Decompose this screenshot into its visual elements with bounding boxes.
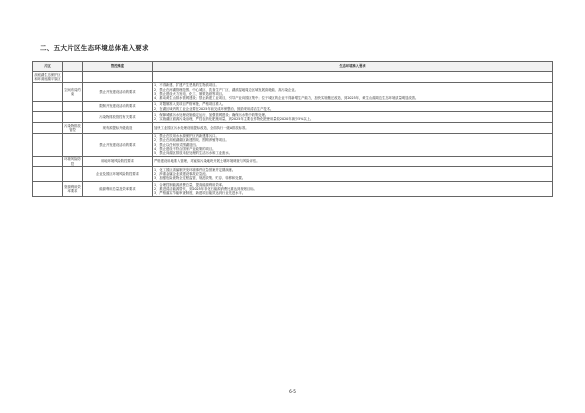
- requirements-cell: [153, 133, 553, 156]
- requirement-item: 2．涉重金属企业须建设事故应急池。: [154, 172, 209, 177]
- table-row: [33, 122, 553, 133]
- requirement-item: 加快工业园区污水处理设施提标改造，全面执行一级A排放标准。: [154, 125, 249, 130]
- requirement-item: 1．禁止在饮用水水源保护区内新建排污口。: [154, 134, 219, 139]
- dimension-cell: [63, 112, 83, 123]
- header-dimension: 管控维度: [83, 62, 153, 72]
- requirements-cell: [153, 72, 553, 83]
- region-cell: 洞庭湖生态保护区和环洞庭湖平原区: [34, 72, 61, 81]
- table-body: [33, 72, 553, 197]
- requirements-cell: [153, 82, 553, 101]
- region-cell: [33, 167, 63, 182]
- dimension-cell: 环境风险防控: [64, 157, 81, 166]
- requirement-item: 2．实施湖区面源污染治理，严控农药化肥施用量，到2025年主要农作物化肥使用量较2020年减少5%以上。: [154, 117, 314, 122]
- requirement-item: 5．禁止向湖区排放未经处理的生活污水和工业废水。: [154, 150, 232, 155]
- requirement-item: 1．保障城镇污水处理设施稳定运行，加强管网建设；确保污水集中收集处理。: [154, 112, 269, 117]
- section-title: 二、五大片区生态环境总体准入要求: [40, 44, 149, 52]
- sub-dimension-cell: 禁止开发建设活动的要求: [83, 82, 153, 101]
- requirement-item: 2．推进清洁能源替代，到2025年非化石能源消费比重达到规划目标。: [154, 186, 257, 191]
- region-cell: [33, 122, 63, 133]
- sub-dimension-cell: 限制开发建设活动的要求: [83, 101, 153, 112]
- sub-dimension-cell: 现有源提标升级改造: [83, 122, 153, 133]
- region-cell: [33, 133, 63, 156]
- requirements-cell: [153, 101, 553, 112]
- table-row: [33, 112, 553, 123]
- requirements-cell: [153, 112, 553, 123]
- dimension-cell: [63, 72, 83, 83]
- sub-dimension-cell: 企业及园区环境风险防控要求: [83, 167, 153, 182]
- requirement-item: 2．禁止在河湖管理范围、中心城区、饮食生产厂区、湖滨湿地周边区域发展高耗能、高污染企业。: [154, 87, 298, 92]
- page-number: 6-5: [289, 389, 296, 394]
- header-requirements: 生态环境准入要求: [153, 62, 553, 72]
- sub-dimension-cell: 禁止开发建设活动的要求: [83, 133, 153, 156]
- requirement-item: 4．禁止建设不符合国家产业政策的项目。: [154, 146, 216, 151]
- sub-dimension-cell: 用地环境风险防控要求: [83, 156, 153, 167]
- dimension-cell: 污染物排放管控: [64, 123, 81, 132]
- region-cell: [33, 156, 63, 167]
- requirement-item: 2．禁止在洞庭湖湖区新建围垸、围网养殖等项目。: [154, 138, 229, 143]
- requirements-cell: [153, 182, 553, 197]
- requirements-cell: [153, 167, 553, 182]
- requirement-item: 3．严格落实节能审查制度，新建项目能效达到行业先进水平。: [154, 191, 246, 196]
- requirement-item: 1．化工园区须编制突发环境事件应急预案并定期演练。: [154, 167, 236, 172]
- region-cell: [33, 182, 63, 197]
- requirements-cell: [153, 156, 553, 167]
- table-row: [33, 182, 553, 197]
- requirement-item: 4．推动黄生山排水管网建设；禁止新建工业项目，引导产业向园区集中；位于城区的企业不得新增生产能力，加快实施搬迁改造，到2025年，黄生山湖周边生态环境质量明显改善。: [154, 95, 419, 100]
- requirement-item: 3．加强危险废物全过程监管，规范收集、贮存、转移和处置。: [154, 176, 246, 181]
- region-cell: [33, 112, 63, 123]
- requirement-item: 1．合理控制能源消费总量，提高能源利用效率。: [154, 182, 226, 187]
- table-row: [33, 133, 553, 156]
- requirement-item: 3．禁止建设火力发电、化工、制浆造纸等项目。: [154, 91, 226, 96]
- requirements-table: [32, 61, 553, 197]
- requirement-item: 严格建设用地准入管理，对疑似污染地块开展土壤环境调查与风险评估。: [154, 159, 260, 164]
- table-header-row: [33, 62, 553, 72]
- dimension-cell: 空间布局约束: [63, 82, 83, 101]
- requirement-item: 2．在湖区域内的工业企业要在2025年前完成环保整治，鼓励采用清洁生产技术。: [154, 106, 274, 111]
- table-row: [33, 156, 553, 167]
- table-row: [33, 101, 553, 112]
- region-cell: [33, 82, 63, 101]
- header-region: 片区: [33, 62, 63, 72]
- table-row: [33, 72, 553, 83]
- sub-dimension-cell: [83, 72, 153, 83]
- sub-dimension-cell: 污染物排放管控有关要求: [83, 112, 153, 123]
- sub-dimension-cell: 能源利用总量及效率要求: [83, 182, 153, 197]
- dimension-cell: [63, 101, 83, 112]
- table-row: [33, 167, 553, 182]
- requirement-item: 1．对限制准入类项目严格审批，严格项目准入。: [154, 102, 226, 107]
- dimension-cell: 资源利用效率要求: [63, 182, 83, 197]
- table-row: [33, 82, 553, 101]
- requirement-item: 1．不得新建、扩建产生恶臭的生物质项目。: [154, 83, 219, 88]
- dimension-cell: [63, 133, 83, 156]
- header-blank: [63, 62, 83, 72]
- region-cell: [33, 101, 63, 112]
- dimension-cell: [63, 167, 83, 182]
- requirements-cell: [153, 122, 553, 133]
- requirement-item: 3．禁止以任何形式围湖造田。: [154, 142, 199, 147]
